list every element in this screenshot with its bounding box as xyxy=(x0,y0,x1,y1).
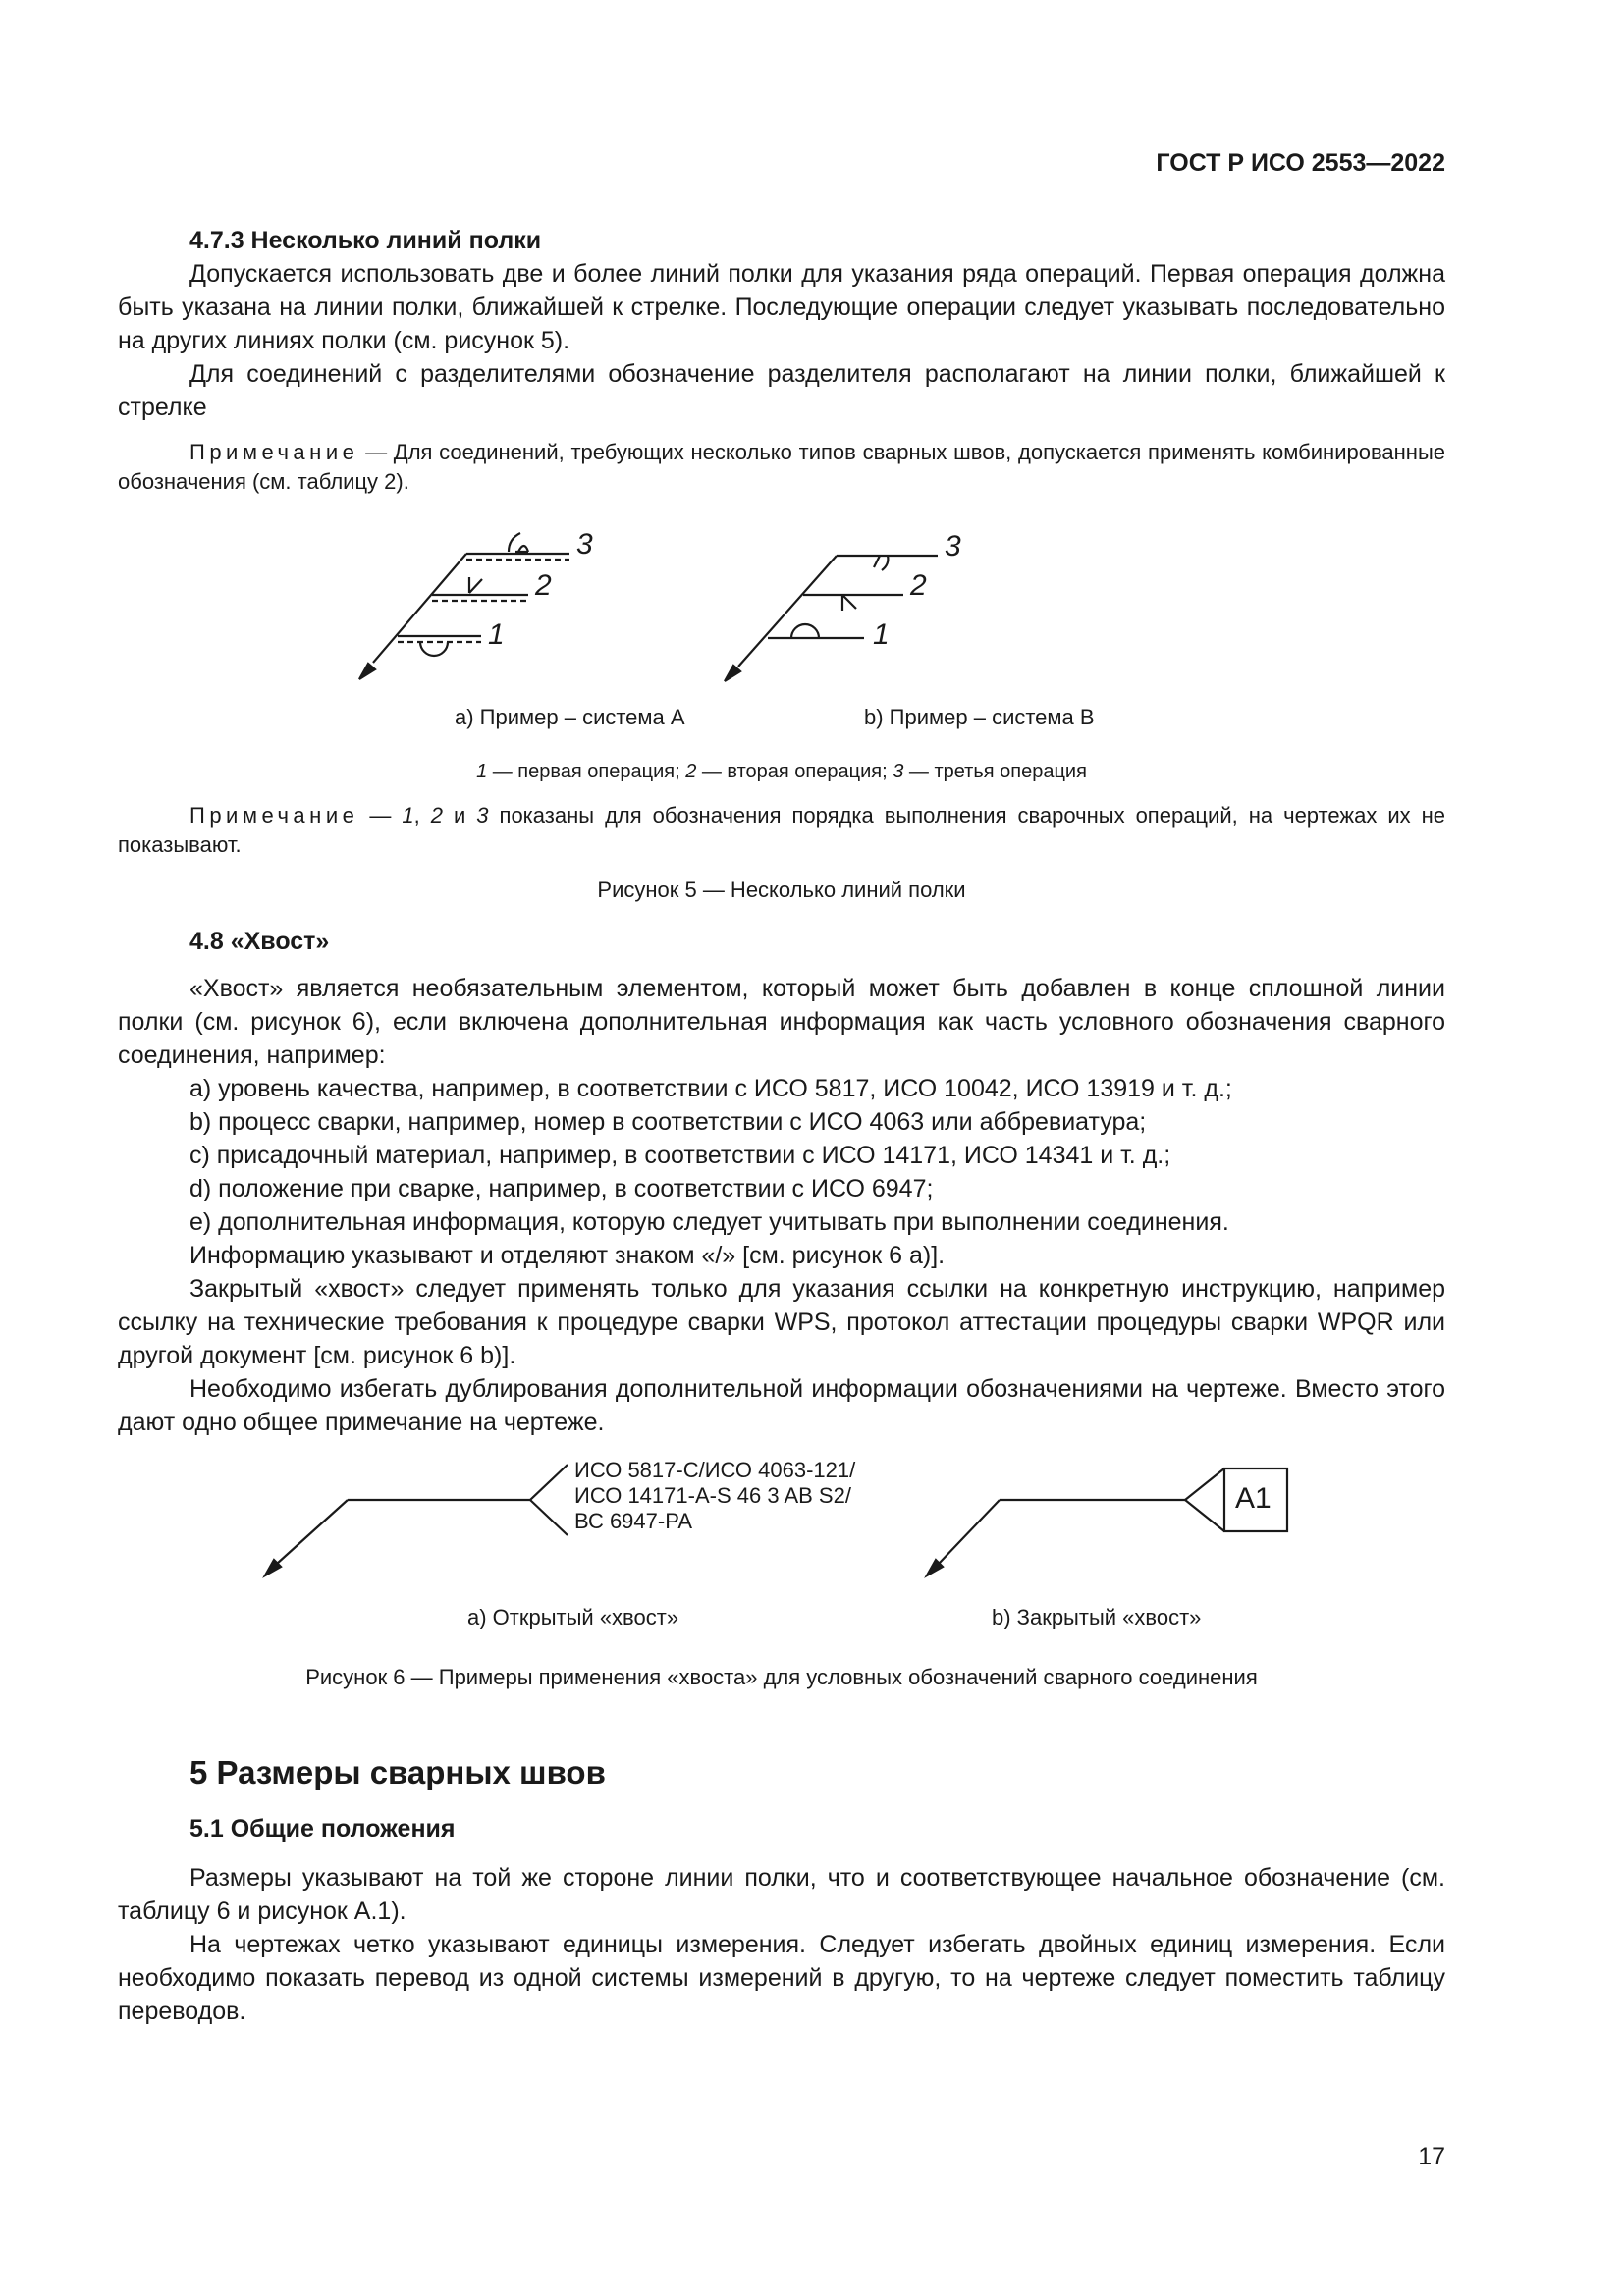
note-label: Примечание xyxy=(189,440,359,464)
fig5b-symbol-1 xyxy=(791,624,819,638)
section-5-1-title: 5.1 Общие положения xyxy=(189,1815,456,1842)
figure-5-legend: 1 — первая операция; 2 — вторая операция; 3 — третья операция xyxy=(476,761,1087,782)
page-content xyxy=(118,224,1445,2028)
section-4-8-title: 4.8 «Хвост» xyxy=(189,928,330,955)
fig6a-tail-line-3: ВС 6947-РА xyxy=(574,1509,693,1533)
fig5a-label-1: 1 xyxy=(488,618,505,651)
section-4-7-3-paragraph-2: Для соединений с разделителями обозначение разделителя располагают на линии полки, ближайшей к стрелке xyxy=(118,360,1445,421)
section-4-8-paragraph-2: Информацию указывают и отделяют знаком «/» [см. рисунок 6 а)]. xyxy=(189,1242,946,1269)
fig5a-arrowhead xyxy=(359,664,375,679)
section-4-8-paragraph-1: «Хвост» является необязательным элементом, который может быть добавлен в конце сплошной линии полки (см. рисунок 6), если включена дополнительная информация как часть условного обозначения сварного соединения, например: xyxy=(118,975,1445,1069)
fig5b-arrowhead xyxy=(725,666,740,681)
list-item: с) присадочный материал, например, в соответствии с ИСО 14171, ИСО 14341 и т. д.; xyxy=(189,1142,1171,1169)
section-5-1-paragraph-1: Размеры указывают на той же стороне линии полки, что и соответствующее начальное обозначение (см. таблицу 6 и рисунок А.1). xyxy=(118,1864,1445,1925)
section-5-1-paragraph-2: На чертежах четко указывают единицы измерения. Следует избегать двойных единиц измерения. Если необходимо показать перевод из одной системы измерений в другую, то на чертеже следует поместить таблицу переводов. xyxy=(118,1931,1445,2025)
section-4-7-3-title: 4.7.3 Несколько линий полки xyxy=(189,227,542,254)
fig6b-arrow-line xyxy=(939,1500,1000,1564)
fig5a-symbol-1 xyxy=(420,642,448,656)
figure-5-title: Рисунок 5 — Несколько линий полки xyxy=(597,878,966,902)
page-header-standard: ГОСТ Р ИСО 2553—2022 xyxy=(1156,149,1445,177)
fig6a-tail-upper xyxy=(530,1465,568,1500)
figure-5-note: Примечание — 1, 2 и 3 показаны для обозначения порядка выполнения сварочных операций, на чертежах их не показывают. xyxy=(118,803,1445,857)
section-4-8-paragraph-3: Закрытый «хвост» следует применять только для указания ссылки на конкретную инструкцию, например ссылку на технические требования к процедуре сварки WPS, протокол аттестации процедуры сварки WPQR или другой документ [см. рисунок 6 b)]. xyxy=(118,1275,1445,1369)
note-text: — Для соединений, требующих несколько типов сварных швов, допускается применять комбинированные обозначения (см. таблицу 2). xyxy=(118,440,1445,494)
fig6a-caption: а) Открытый «хвост» xyxy=(467,1605,679,1629)
fig6a-arrow-line xyxy=(277,1500,348,1564)
fig5b-caption: b) Пример – система В xyxy=(864,705,1095,729)
fig5a-symbol-3 xyxy=(509,533,528,552)
section-5-title: 5 Размеры сварных швов xyxy=(189,1754,606,1790)
figure-5 xyxy=(118,512,1445,744)
figure-6 xyxy=(118,1453,1445,1639)
section-4-8-paragraph-4: Необходимо избегать дублирования дополнительной информации обозначениями на чертеже. Вместо этого дают одно общее примечание на чертеже. xyxy=(118,1375,1445,1436)
fig5a-caption: а) Пример – система А xyxy=(455,705,685,729)
list-item: а) уровень качества, например, в соответствии с ИСО 5817, ИСО 10042, ИСО 13919 и т. д.; xyxy=(189,1075,1232,1102)
fig5a-label-3: 3 xyxy=(576,528,593,561)
fig5a-symbol-2 xyxy=(469,577,482,593)
list-item: b) процесс сварки, например, номер в соответствии с ИСО 4063 или аббревиатура; xyxy=(189,1108,1147,1136)
section-4-7-3-note xyxy=(118,438,1445,497)
page-number: 17 xyxy=(1418,2143,1445,2170)
list-item: d) положение при сварке, например, в соответствии с ИСО 6947; xyxy=(189,1175,934,1202)
fig6b-caption: b) Закрытый «хвост» xyxy=(992,1605,1202,1629)
fig6a-tail-line-1: ИСО 5817-С/ИСО 4063-121/ xyxy=(574,1458,856,1482)
fig5b-symbol-2 xyxy=(842,595,856,611)
fig5b-label-2: 2 xyxy=(910,569,927,602)
fig5b-symbol-3 xyxy=(874,556,888,570)
list-item: е) дополнительная информация, которую следует учитывать при выполнении соединения. xyxy=(189,1208,1229,1236)
fig5b-label-3: 3 xyxy=(945,530,961,562)
section-4-7-3-paragraph-1: Допускается использовать две и более линий полки для указания ряда операций. Первая операция должна быть указана на линии полки, ближайшей к стрелке. Последующие операции следует указывать последовательно на других линиях полки (см. рисунок 5). xyxy=(118,260,1445,354)
fig6a-tail-lower xyxy=(530,1500,568,1535)
fig6b-tail xyxy=(1185,1468,1224,1531)
figure-6-title: Рисунок 6 — Примеры применения «хвоста» для условных обозначений сварного соединения xyxy=(305,1665,1258,1689)
fig5b-arrow-line xyxy=(738,556,837,667)
fig5a-label-2: 2 xyxy=(535,569,552,602)
figure-5-drawing xyxy=(118,512,1445,744)
fig6a-tail-line-2: ИСО 14171-А-S 46 3 AB S2/ xyxy=(574,1483,851,1508)
fig5b-label-1: 1 xyxy=(873,618,890,651)
fig6b-box-label: А1 xyxy=(1235,1482,1272,1515)
